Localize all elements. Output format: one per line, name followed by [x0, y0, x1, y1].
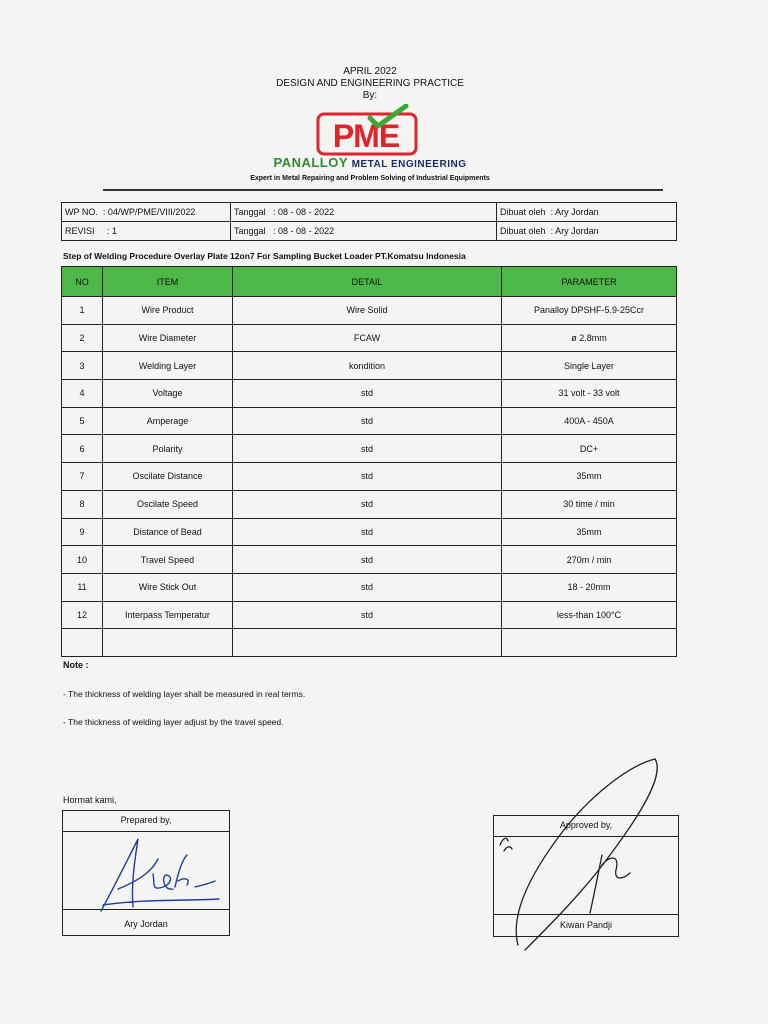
cell-item: Welding Layer: [103, 352, 233, 380]
cell-detail: std: [233, 518, 502, 546]
prepared-by-label: Prepared by,: [120, 815, 172, 825]
table-row: [62, 463, 677, 491]
table-row: [62, 352, 677, 380]
company-main: PANALLOY: [273, 155, 349, 170]
approved-signature: [490, 755, 680, 955]
header-divider: [103, 189, 663, 191]
parameter-table-body: [62, 297, 677, 657]
table-row: [62, 546, 677, 574]
cell-parameter: 400A - 450A: [502, 407, 677, 435]
cell-no: 12: [62, 601, 103, 629]
note-item: - The thickness of welding layer adjust by the travel speed.: [63, 717, 284, 727]
cell-item: Travel Speed: [103, 546, 233, 574]
approved-by-name: Kiwan Pandji: [559, 920, 613, 930]
info-row: [62, 222, 677, 241]
company-tagline: Expert in Metal Repairing and Problem Solving of Industrial Equipments: [250, 175, 490, 182]
cell-parameter: 30 time / min: [502, 490, 677, 518]
info-date-cell: Tanggal : 08 - 08 - 2022: [231, 222, 497, 241]
cell-item: Interpass Temperatur: [103, 601, 233, 629]
company-logo: [314, 104, 420, 156]
cell-no: 1: [62, 297, 103, 325]
info-table: [61, 202, 677, 241]
col-header-parameter: PARAMETER: [502, 267, 677, 297]
cell-parameter: less-than 100°C: [502, 601, 677, 629]
cell-no: 6: [62, 435, 103, 463]
prepared-by-box: [62, 810, 230, 936]
prepared-signature: [83, 829, 223, 919]
cell-detail: std: [233, 490, 502, 518]
cell-item: Wire Diameter: [103, 324, 233, 352]
col-header-detail: DETAIL: [233, 267, 502, 297]
table-row: [62, 629, 677, 657]
cell-parameter: 35mm: [502, 518, 677, 546]
cell-item: Oscilate Distance: [103, 463, 233, 491]
table-row: [62, 407, 677, 435]
cell-no: 5: [62, 407, 103, 435]
cell-item: Polarity: [103, 435, 233, 463]
prepared-by-name: Ary Jordan: [124, 919, 168, 929]
cell-detail: std: [233, 463, 502, 491]
cell-parameter: DC+: [502, 435, 677, 463]
cell-item: Wire Stick Out: [103, 573, 233, 601]
cell-no: 3: [62, 352, 103, 380]
cell-detail: std: [233, 435, 502, 463]
cell-no: 11: [62, 573, 103, 601]
parameter-table: [61, 266, 677, 657]
cell-no: 4: [62, 380, 103, 408]
doc-date: APRIL 2022: [343, 66, 397, 77]
table-row: [62, 601, 677, 629]
cell-item: Wire Product: [103, 297, 233, 325]
info-author-cell: Dibuat oleh : Ary Jordan: [497, 203, 677, 222]
cell-detail: std: [233, 601, 502, 629]
procedure-title: Step of Welding Procedure Overlay Plate 12on7 For Sampling Bucket Loader PT.Komatsu Indonesia: [63, 251, 466, 261]
cell-parameter: [502, 629, 677, 657]
cell-item: [103, 629, 233, 657]
info-row: [62, 203, 677, 222]
cell-item: Distance of Bead: [103, 518, 233, 546]
note-label: Note :: [63, 660, 89, 670]
cell-detail: FCAW: [233, 324, 502, 352]
cell-no: [62, 629, 103, 657]
cell-parameter: Single Layer: [502, 352, 677, 380]
company-sub: METAL ENGINEERING: [351, 159, 467, 170]
table-row: [62, 490, 677, 518]
col-header-no: NO: [62, 267, 103, 297]
cell-detail: [233, 629, 502, 657]
info-wp-cell: WP NO. : 04/WP/PME/VIII/2022: [62, 203, 231, 222]
doc-title: DESIGN AND ENGINEERING PRACTICE: [276, 78, 464, 89]
cell-no: 9: [62, 518, 103, 546]
table-row: [62, 324, 677, 352]
cell-no: 10: [62, 546, 103, 574]
doc-by: By:: [362, 90, 378, 101]
table-row: [62, 297, 677, 325]
cell-detail: std: [233, 573, 502, 601]
cell-no: 2: [62, 324, 103, 352]
note-item: - The thickness of welding layer shall be measured in real terms.: [63, 689, 306, 699]
cell-detail: kondition: [233, 352, 502, 380]
cell-item: Amperage: [103, 407, 233, 435]
info-author-cell: Dibuat oleh : Ary Jordan: [497, 222, 677, 241]
cell-parameter: ø 2.8mm: [502, 324, 677, 352]
cell-no: 7: [62, 463, 103, 491]
cell-parameter: Panalloy DPSHF-5.9-25Ccr: [502, 297, 677, 325]
table-row: [62, 573, 677, 601]
table-row: [62, 518, 677, 546]
info-rev-cell: REVISI : 1: [62, 222, 231, 241]
col-header-item: ITEM: [103, 267, 233, 297]
svg-text:PME: PME: [332, 118, 400, 154]
table-header-row: [62, 267, 677, 297]
closing-text: Hormat kami,: [63, 795, 117, 805]
cell-no: 8: [62, 490, 103, 518]
cell-detail: std: [233, 407, 502, 435]
cell-parameter: 18 - 20mm: [502, 573, 677, 601]
cell-item: Oscilate Speed: [103, 490, 233, 518]
info-date-cell: Tanggal : 08 - 08 - 2022: [231, 203, 497, 222]
cell-parameter: 35mm: [502, 463, 677, 491]
table-row: [62, 435, 677, 463]
cell-detail: std: [233, 380, 502, 408]
company-name: [0, 155, 740, 170]
cell-parameter: 270m / min: [502, 546, 677, 574]
cell-detail: Wire Solid: [233, 297, 502, 325]
cell-item: Voltage: [103, 380, 233, 408]
table-row: [62, 380, 677, 408]
approved-by-label: Approved by,: [559, 820, 613, 830]
cell-detail: std: [233, 546, 502, 574]
cell-parameter: 31 volt - 33 volt: [502, 380, 677, 408]
